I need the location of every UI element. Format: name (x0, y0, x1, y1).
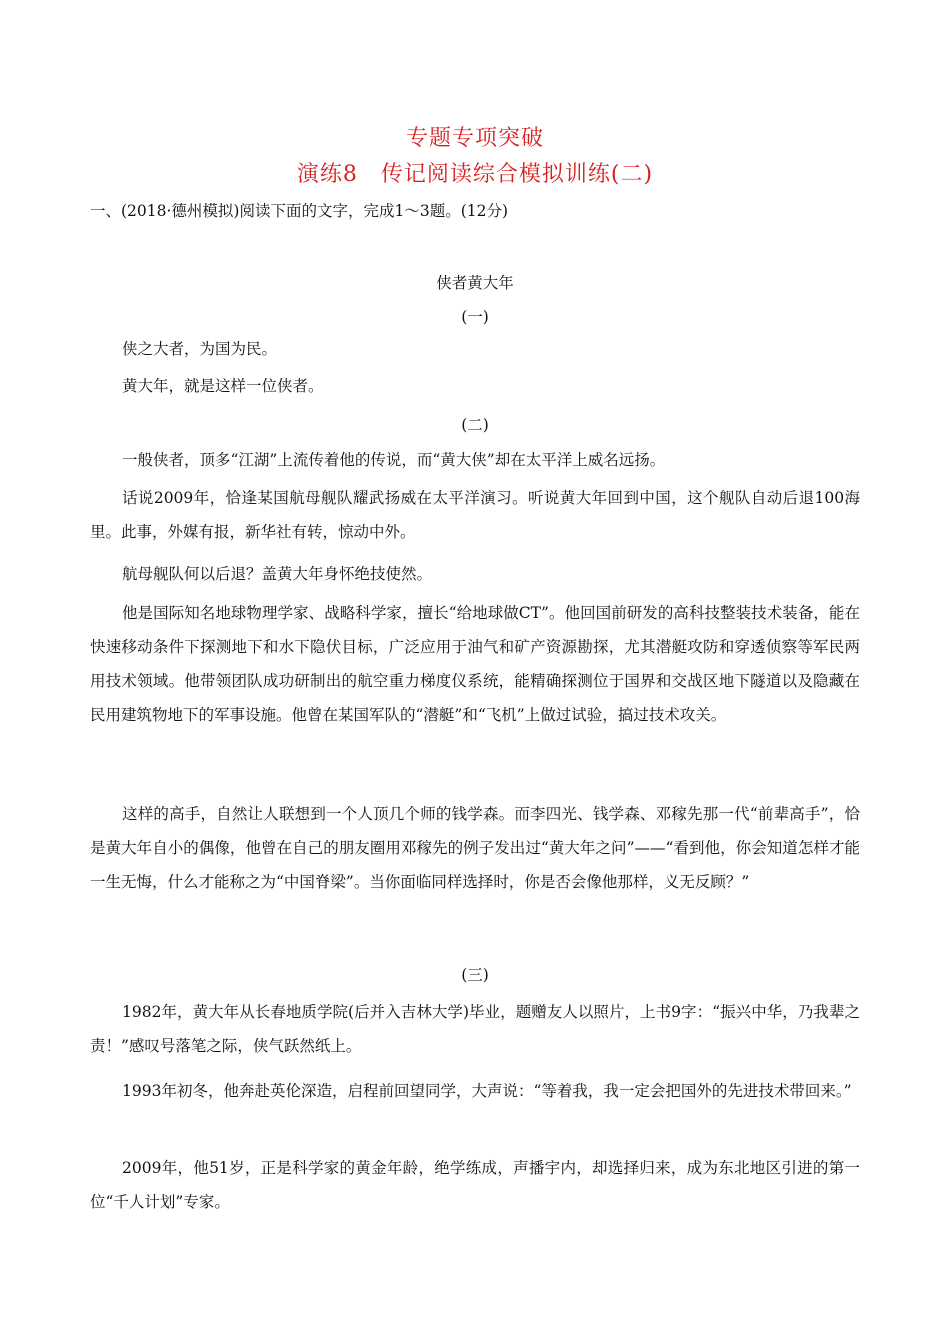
paragraph-8: 1982年，黄大年从长春地质学院(后并入吉林大学)毕业，题赠友人以照片，上书9字：“振兴中华，乃我辈之责！”感叹号落笔之际，侠气跃然纸上。 (90, 1003, 860, 1055)
paragraph-1: 侠之大者，为国为民。 (122, 340, 278, 358)
paragraph-6: 他是国际知名地球物理学家、战略科学家，擅长“给地球做CT”。他回国前研发的高科技整装技术装备，能在快速移动条件下探测地下和水下隐伏目标，广泛应用于油气和矿产资源勘探，尤其潜艇攻防和穿透侦察等军民两用技术领域。他带领团队成功研制出的航空重力梯度仪系统，能精确探测位于国界和交战区地下隧道以及隐藏在民用建筑物地下的军事设施。他曾在某国军队的“潜艇”和“飞机”上做过试验，搞过技术攻关。 (90, 604, 860, 724)
paragraph-7: 这样的高手，自然让人联想到一个人顶几个师的钱学森。而李四光、钱学森、邓稼先那一代“前辈高手”，恰是黄大年自小的偶像，他曾在自己的朋友圈用邓稼先的例子发出过“黄大年之问”——“看到他，你会知道怎样才能一生无悔，什么才能称之为“中国脊梁”。当你面临同样选择时，你是否会像他那样，义无反顾？” (90, 805, 860, 891)
paragraph-10: 2009年，他51岁，正是科学家的黄金年龄，绝学练成，声播宇内，却选择归来，成为东北地区引进的第一位“千人计划”专家。 (90, 1159, 860, 1211)
document-title: 专题专项突破 (405, 126, 544, 151)
section-marker-3: (三) (461, 966, 489, 984)
section-marker-2: (二) (461, 416, 489, 434)
paragraph-5: 航母舰队何以后退？盖黄大年身怀绝技使然。 (122, 565, 433, 583)
paragraph-4: 话说2009年，恰逢某国航母舰队耀武扬威在太平洋演习。听说黄大年回到中国，这个舰队自动后退100海里。此事，外媒有报，新华社有转，惊动中外。 (90, 489, 860, 541)
question-instruction: 一、(2018·德州模拟)阅读下面的文字，完成1～3题。(12分) (90, 202, 509, 220)
section-marker-1: (一) (461, 308, 489, 326)
paragraph-2: 黄大年，就是这样一位侠者。 (122, 377, 324, 395)
document-subtitle: 演练8 传记阅读综合模拟训练(二) (296, 162, 654, 187)
paragraph-3: 一般侠者，顶多“江湖”上流传着他的传说，而“黄大侠”却在太平洋上威名远扬。 (122, 451, 666, 469)
article-title: 侠者黄大年 (436, 274, 514, 292)
paragraph-9: 1993年初冬，他奔赴英伦深造，启程前回望同学，大声说：“等着我，我一定会把国外的先进技术带回来。” (122, 1082, 852, 1100)
